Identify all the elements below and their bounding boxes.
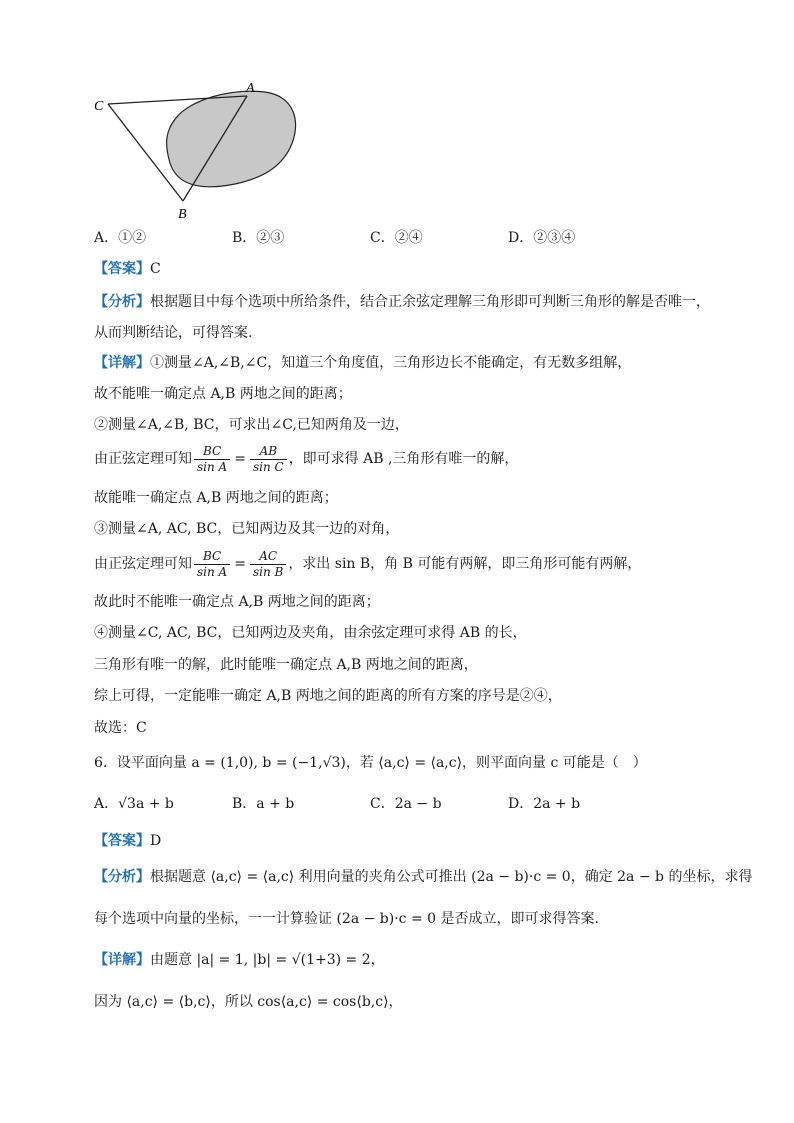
shaded-region [167,91,296,187]
q6-answer-line [94,831,161,851]
q5-analysis-line-2: 从而判断结论，可得答案. [94,325,253,341]
fraction-ab-sinc [250,444,287,475]
denominator: sin A [197,564,228,579]
q5-detail-line-2: 故不能唯一确定点 A,B 两地之间的距离； [94,386,352,402]
fraction-bc-sina [194,444,230,475]
q5-analysis-line-1 [94,292,710,312]
text: 由正弦定理可知 [94,556,192,572]
text: ，即可求得 AB ,三角形有唯一的解， [288,451,519,467]
q5-detail-line-10: 三角形有唯一的解，此时能唯一确定点 A,B 两地之间的距离， [94,657,478,673]
label-a: A [246,81,255,96]
q5-answer-line [94,259,161,279]
detail-tag: 【详解】 [94,355,150,371]
label-b: B [178,207,187,222]
q5-detail-line-8: 故此时不能唯一确定点 A,B 两地之间的距离； [94,594,380,610]
q5-detail-line-12: 故选：C [94,720,147,736]
answer-value: D [150,833,162,849]
q6-analysis-line-1 [94,867,752,887]
answer-value: C [150,261,161,277]
q5-detail-line-7 [94,548,641,580]
fraction-bc-sina [194,549,230,580]
q5-detail-line-5: 故能唯一确定点 A,B 两地之间的距离； [94,490,338,506]
analysis-tag: 【分析】 [94,294,150,310]
denominator: sin C [252,459,284,474]
q5-detail-line-3: ②测量∠A,∠B, BC，可求出∠C,已知两角及一边， [94,417,409,433]
numerator: AB [250,444,287,460]
q6-detail-line-2: 因为 ⟨a,c⟩ = ⟨b,c⟩，所以 cos⟨a,c⟩ = cos⟨b,c⟩， [94,994,403,1010]
label-c: C [94,99,104,114]
q5-detail-line-1 [94,353,631,373]
fraction-ac-sinb [250,549,286,580]
detail-tag: 【详解】 [94,952,150,968]
q5-detail-line-11: 综上可得，一定能唯一确定 A,B 两地之间的距离的所有方案的序号是②④， [94,688,562,704]
denominator: sin A [197,459,228,474]
detail-text: 由题意 |a| = 1, |b| = √(1+3) = 2， [150,952,385,968]
numerator: BC [194,444,230,460]
q5-option-d: D．②③④ [508,230,576,246]
q6-option-b: B．a + b [232,796,295,812]
equals: = [234,451,246,467]
text: ，求出 sin B，角 B 可能有两解，即三角形可能有两解， [288,556,642,572]
analysis-tag: 【分析】 [94,869,150,885]
text: 由正弦定理可知 [94,451,192,467]
numerator: AC [250,549,286,565]
q5-option-c: C．②④ [370,230,423,246]
q6-option-a: A．√3a + b [94,796,174,812]
numerator: BC [194,549,230,565]
q6-option-d: D．2a + b [508,796,581,812]
detail-text: ①测量∠A,∠B,∠C，知道三个角度值，三角形边长不能确定，有无数多组解， [150,355,632,371]
answer-tag: 【答案】 [94,833,150,849]
analysis-text: 根据题意 ⟨a,c⟩ = ⟨a,c⟩ 利用向量的夹角公式可推出 (2a − b)·c = 0，确定 2a − b 的坐标，求得 [150,869,753,885]
q5-option-a: A．①② [94,230,147,246]
q6-analysis-line-2: 每个选项中向量的坐标，一一计算验证 (2a − b)·c = 0 是否成立，即可求得答案. [94,911,599,927]
analysis-text: 根据题目中每个选项中所给条件，结合正余弦定理解三角形即可判断三角形的解是否唯一， [150,294,710,310]
triangle-figure [90,78,310,223]
q6-detail-line-1 [94,950,385,970]
answer-tag: 【答案】 [94,261,150,277]
q5-detail-line-9: ④测量∠C, AC, BC，已知两边及夹角，由余弦定理可求得 AB 的长， [94,625,527,641]
denominator: sin B [252,564,284,579]
q5-detail-line-6: ③测量∠A, AC, BC，已知两边及其一边的对角， [94,521,400,537]
q5-detail-line-4 [94,443,518,475]
q6-option-c: C．2a − b [370,796,442,812]
equals: = [234,556,246,572]
q5-option-b: B．②③ [232,230,285,246]
q6-stem: 6．设平面向量 a = (1,0), b = (−1,√3)，若 ⟨a,c⟩ = ⟨a,c⟩，则平面向量 c 可能是（ ） [94,755,647,771]
